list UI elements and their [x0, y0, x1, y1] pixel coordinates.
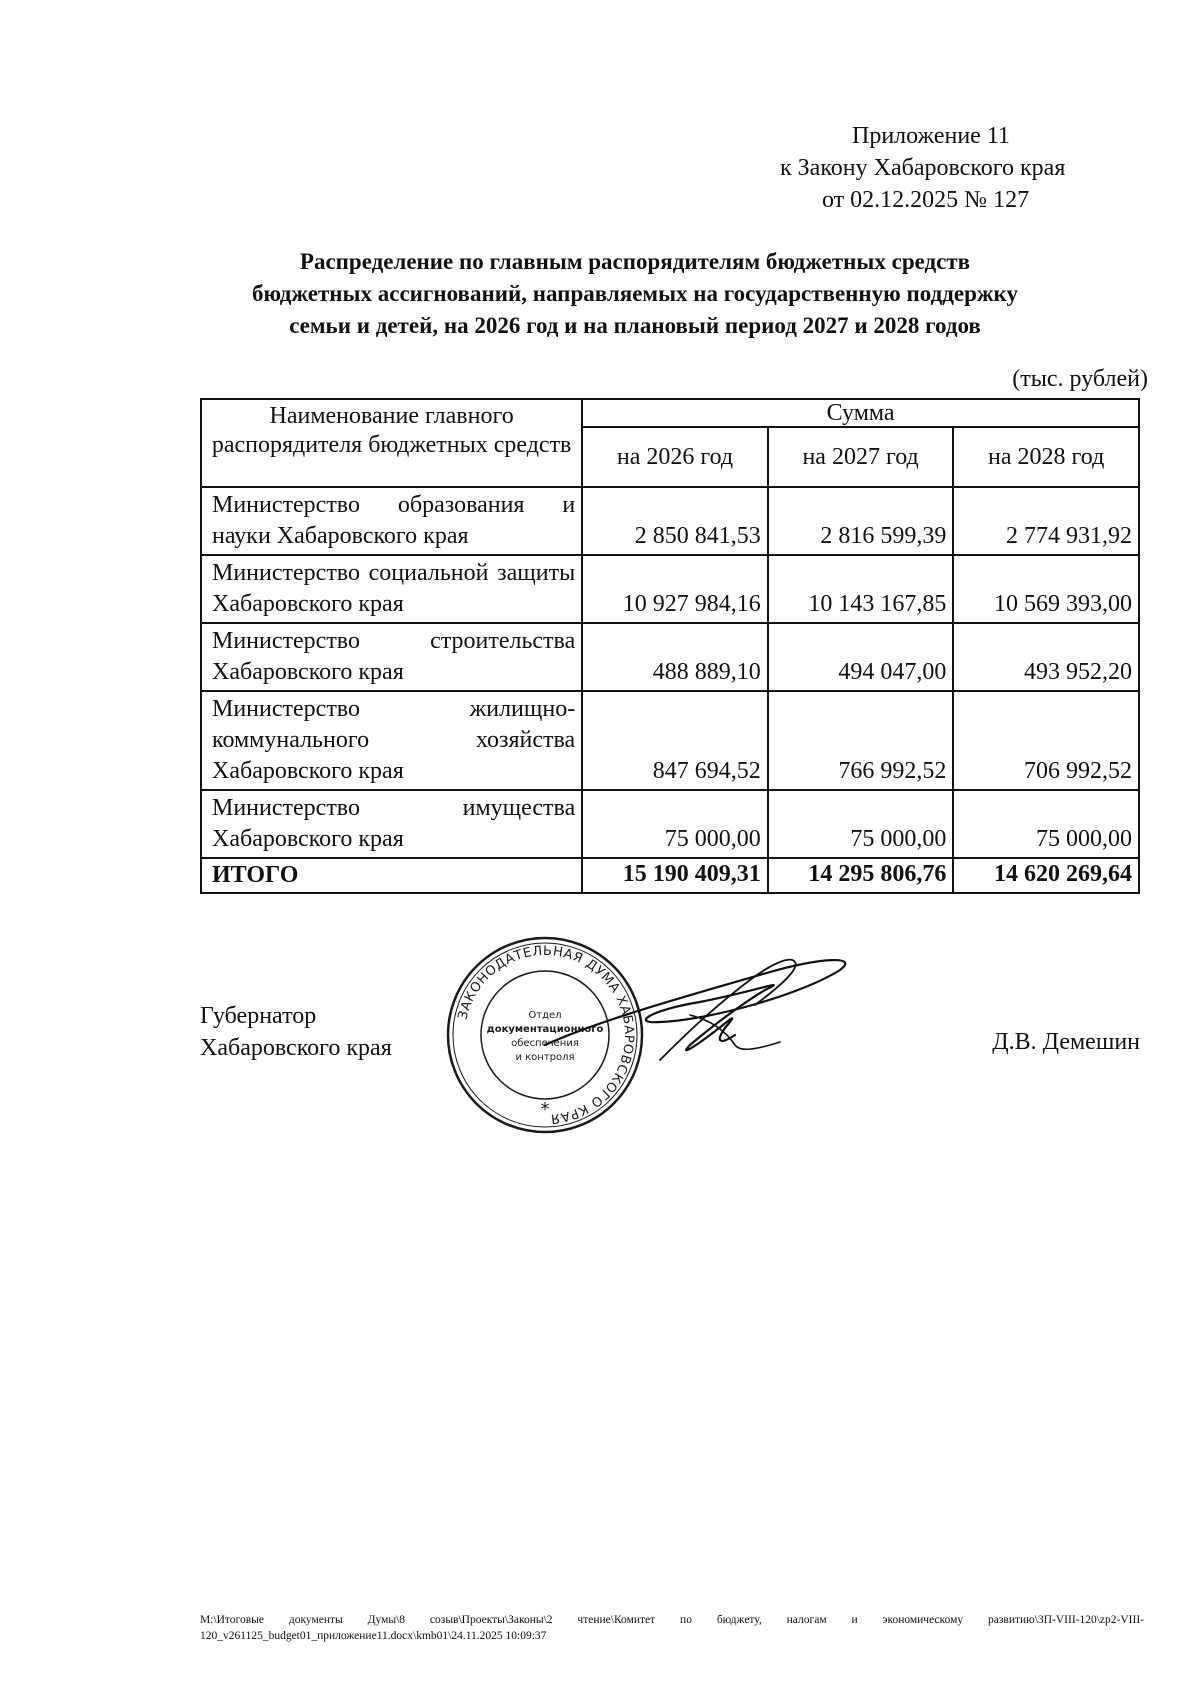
row-value-2026: 10 927 984,16	[582, 555, 768, 623]
row-value-2027: 2 816 599,39	[768, 487, 954, 555]
seal-inner-line-2: документационного	[486, 1024, 604, 1035]
position-line-2: Хабаровского края	[200, 1035, 392, 1061]
row-value-2026: 488 889,10	[582, 623, 768, 691]
total-row	[201, 858, 1139, 893]
row-value-2027: 766 992,52	[768, 691, 954, 790]
appendix-header	[780, 120, 1140, 216]
row-value-2028: 2 774 931,92	[953, 487, 1139, 555]
file-path-footer: M:\Итоговые документы Думы\8 созыв\Проекты\Законы\2 чтение\Комитет по бюджету, налогам и экономическому развитию\ЗП-VIII-120\zp2-VIII-120_v261125_budget01_приложение11.docx\kmb01\24.11.2025 10:09:37	[200, 1614, 1144, 1642]
total-value-2026: 15 190 409,31	[582, 858, 768, 893]
table-row	[201, 623, 1139, 691]
total-label: ИТОГО	[201, 858, 582, 893]
row-value-2027: 75 000,00	[768, 790, 954, 858]
header-year-2028: на 2028 год	[953, 427, 1139, 487]
signatory-name: Д.В. Демешин	[992, 1029, 1140, 1055]
appendix-number: Приложение 11	[852, 123, 1010, 149]
handwritten-signature	[540, 950, 880, 1080]
row-name: Министерство социальной защиты Хабаровского края	[201, 555, 582, 623]
total-value-2028: 14 620 269,64	[953, 858, 1139, 893]
appendix-date: от 02.12.2025 № 127	[822, 187, 1030, 213]
row-name: Министерство жилищно-коммунального хозяйства Хабаровского края	[201, 691, 582, 790]
position-line-1: Губернатор	[200, 1003, 317, 1029]
row-value-2026: 75 000,00	[582, 790, 768, 858]
title-line-1: Распределение по главным распорядителям бюджетных средств	[299, 249, 971, 274]
seal-inner-line-3: обеспечения	[511, 1038, 579, 1049]
row-value-2028: 10 569 393,00	[953, 555, 1139, 623]
appendix-law: к Закону Хабаровского края	[780, 155, 1066, 181]
header-name: Наименование главного распорядителя бюджетных средств	[201, 399, 582, 487]
table-row	[201, 790, 1139, 858]
table-header-row	[201, 399, 1139, 427]
seal-star-icon: *	[540, 1099, 550, 1120]
row-value-2026: 2 850 841,53	[582, 487, 768, 555]
row-name: Министерство строительства Хабаровского края	[201, 623, 582, 691]
row-value-2028: 493 952,20	[953, 623, 1139, 691]
row-value-2026: 847 694,52	[582, 691, 768, 790]
signatory-position	[200, 1000, 392, 1064]
title-line-3: семьи и детей, на 2026 год и на плановый период 2027 и 2028 годов	[289, 313, 981, 338]
document-title	[150, 246, 1120, 342]
budget-table	[200, 398, 1140, 894]
header-year-2026: на 2026 год	[582, 427, 768, 487]
header-sum: Сумма	[582, 399, 1139, 427]
units-label: (тыс. рублей)	[1012, 366, 1148, 392]
seal-inner-line-4: и контроля	[515, 1052, 575, 1063]
table-row	[201, 487, 1139, 555]
title-line-2: бюджетных ассигнований, направляемых на государственную поддержку	[252, 281, 1018, 306]
row-value-2027: 494 047,00	[768, 623, 954, 691]
table-row	[201, 555, 1139, 623]
seal-inner-line-1: Отдел	[528, 1010, 562, 1021]
row-value-2028: 75 000,00	[953, 790, 1139, 858]
row-value-2028: 706 992,52	[953, 691, 1139, 790]
header-year-2027: на 2027 год	[768, 427, 954, 487]
seal-ring-textpath: ЗАКОНОДАТЕЛЬНАЯ ДУМА ХАБАРОВСКОГО КРАЯ	[455, 943, 637, 1126]
row-value-2027: 10 143 167,85	[768, 555, 954, 623]
row-name: Министерство образования и науки Хабаровского края	[201, 487, 582, 555]
row-name: Министерство имущества Хабаровского края	[201, 790, 582, 858]
total-value-2027: 14 295 806,76	[768, 858, 954, 893]
table-row	[201, 691, 1139, 790]
